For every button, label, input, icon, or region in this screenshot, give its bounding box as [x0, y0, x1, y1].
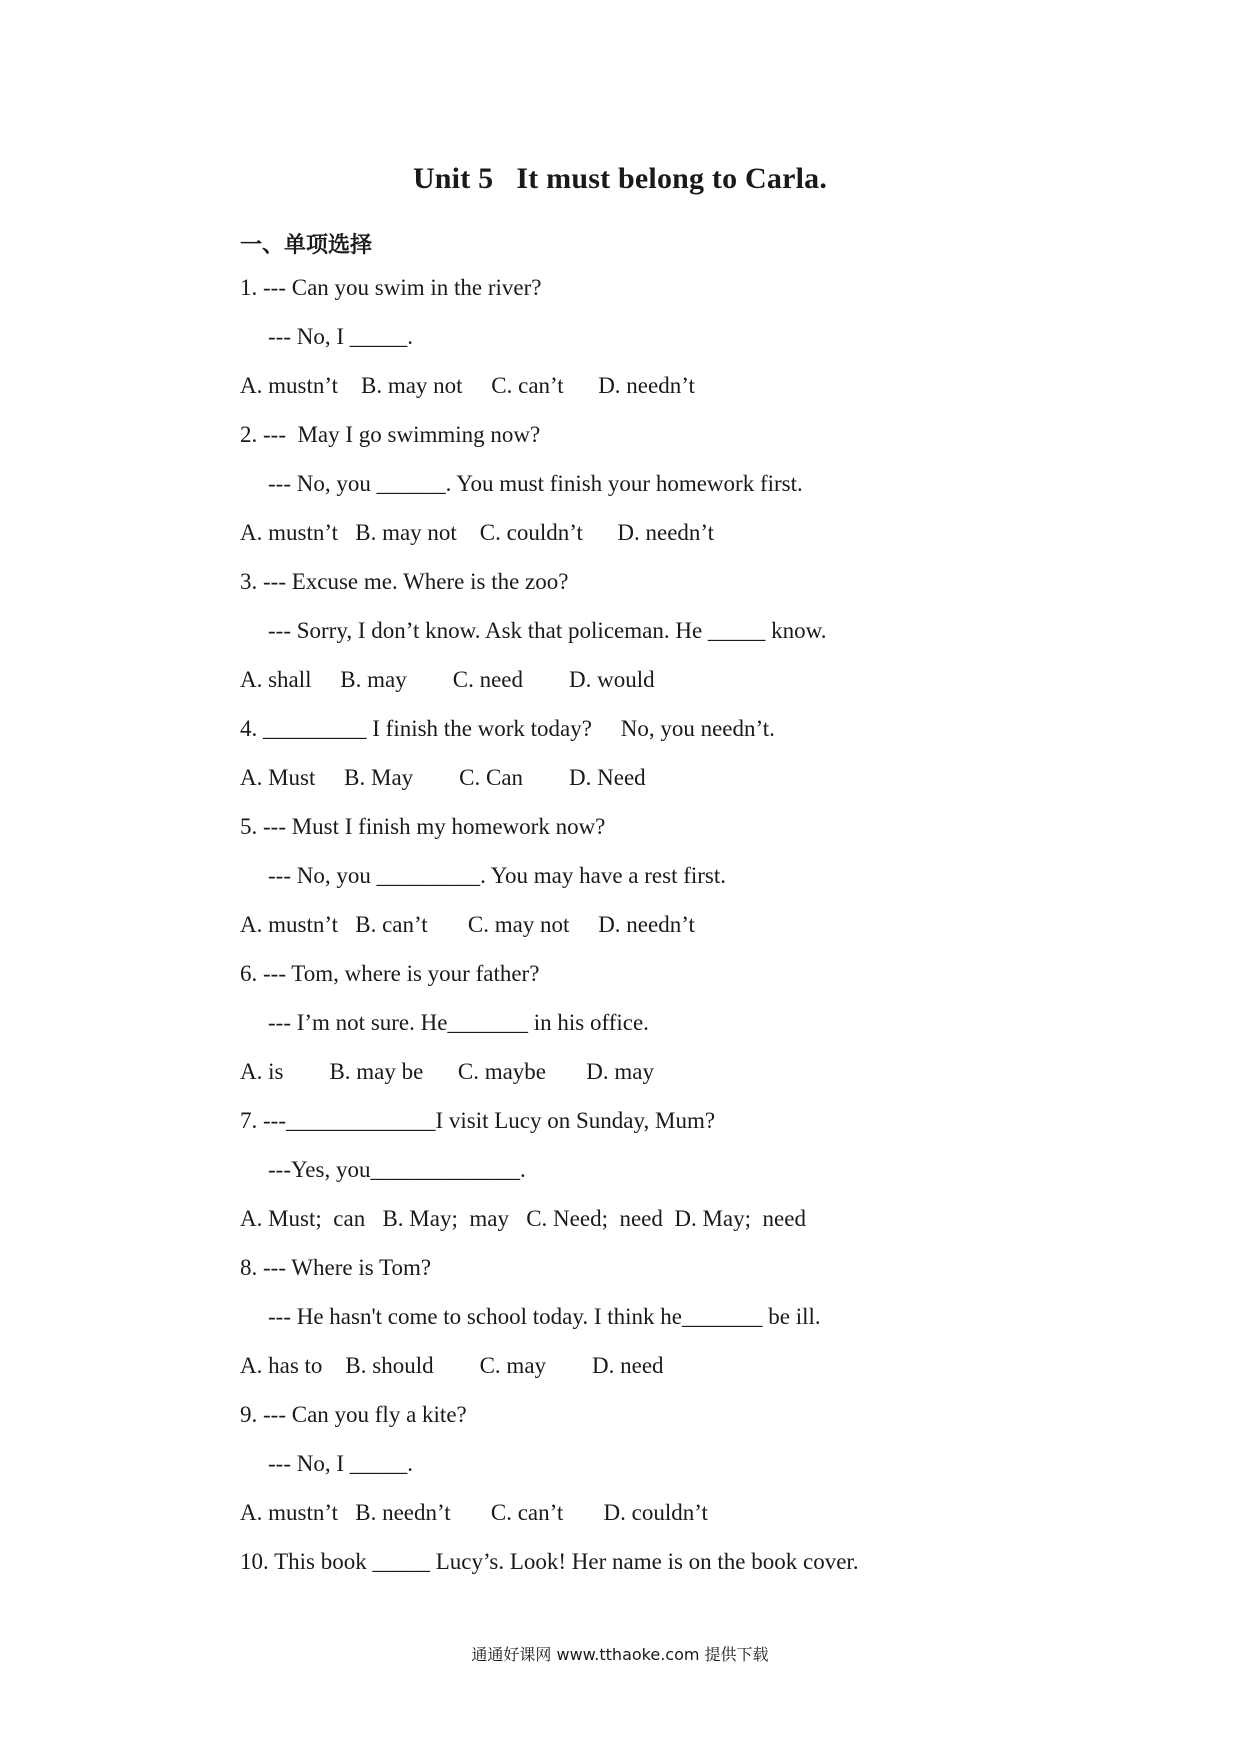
question-9-stem: 9. --- Can you fly a kite?: [240, 1402, 467, 1427]
question-2-response: --- No, you ______. You must finish your homework first.: [268, 471, 803, 496]
question-6-stem: 6. --- Tom, where is your father?: [240, 961, 540, 986]
question-7-stem: 7. ---_____________I visit Lucy on Sunday, Mum?: [240, 1108, 716, 1133]
question-8-options: A. has to B. should C. may D. need: [240, 1353, 664, 1378]
question-8-response: --- He hasn't come to school today. I think he_______ be ill.: [268, 1304, 821, 1329]
question-2-stem: 2. --- May I go swimming now?: [240, 422, 541, 447]
question-4-stem: 4. _________ I finish the work today? No, you needn’t.: [240, 716, 775, 741]
question-6-response: --- I’m not sure. He_______ in his office.: [268, 1010, 649, 1035]
question-3-options: A. shall B. may C. need D. would: [240, 667, 655, 692]
question-2-options: A. mustn’t B. may not C. couldn’t D. needn’t: [240, 520, 715, 545]
page-footer: 通通好课网 www.tthaoke.com 提供下载: [471, 1645, 769, 1664]
question-5-options: A. mustn’t B. can’t C. may not D. needn’t: [240, 912, 695, 937]
question-3-stem: 3. --- Excuse me. Where is the zoo?: [240, 569, 569, 594]
question-5-stem: 5. --- Must I finish my homework now?: [240, 814, 606, 839]
question-8-stem: 8. --- Where is Tom?: [240, 1255, 432, 1280]
question-4-options: A. Must B. May C. Can D. Need: [240, 765, 646, 790]
question-1-options: A. mustn’t B. may not C. can’t D. needn’t: [240, 373, 695, 398]
page-title: Unit 5 It must belong to Carla.: [412, 162, 828, 195]
question-10-stem: 10. This book _____ Lucy’s. Look! Her name is on the book cover.: [240, 1549, 859, 1574]
question-6-options: A. is B. may be C. maybe D. may: [240, 1059, 654, 1084]
section-heading: 一、单项选择: [240, 233, 373, 258]
question-7-response: ---Yes, you_____________.: [268, 1157, 526, 1182]
question-1-stem: 1. --- Can you swim in the river?: [240, 275, 542, 300]
question-7-options: A. Must; can B. May; may C. Need; need D. May; need: [240, 1206, 806, 1231]
question-9-options: A. mustn’t B. needn’t C. can’t D. couldn’t: [240, 1500, 708, 1525]
question-5-response: --- No, you _________. You may have a rest first.: [268, 863, 727, 888]
question-1-response: --- No, I _____.: [268, 324, 413, 349]
question-9-response: --- No, I _____.: [268, 1451, 413, 1476]
question-3-response: --- Sorry, I don’t know. Ask that policeman. He _____ know.: [268, 618, 827, 643]
